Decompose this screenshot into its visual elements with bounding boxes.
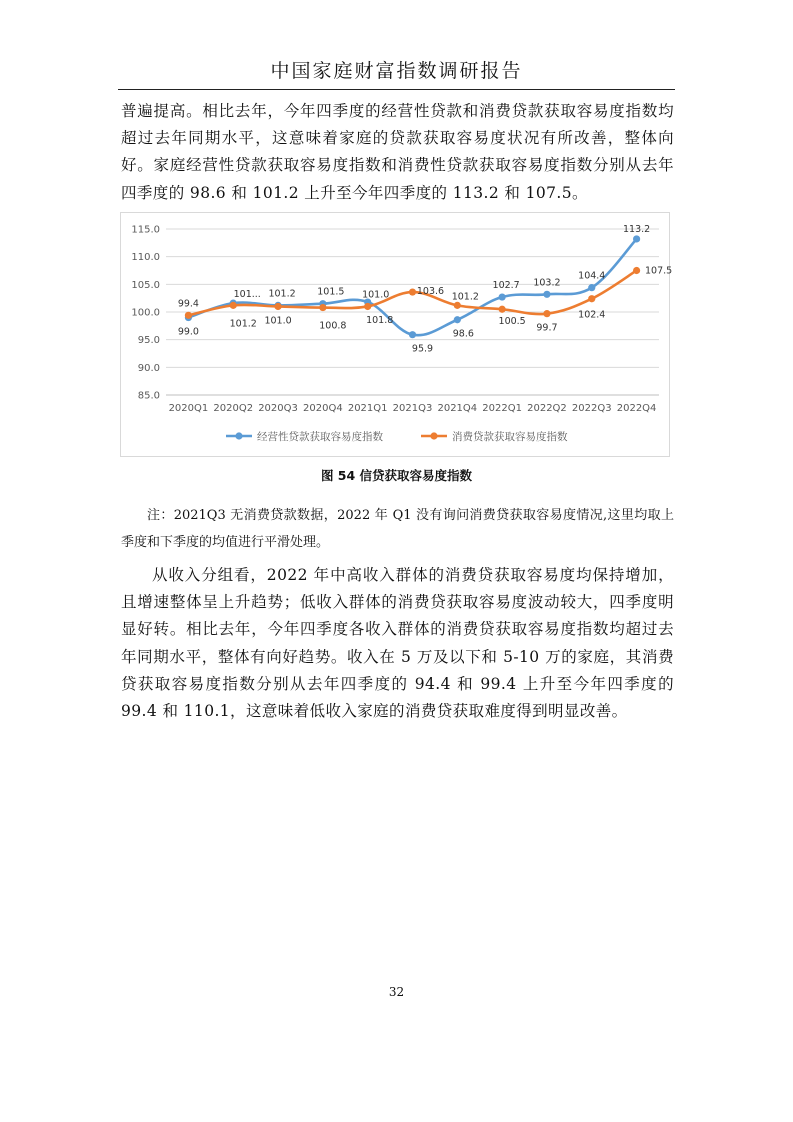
data-label-series-2: 101.2 xyxy=(451,291,479,303)
x-tick-label: 2022Q1 xyxy=(482,403,522,414)
data-label-series-2: 101.2 xyxy=(229,318,257,330)
data-point-series-2 xyxy=(364,303,371,310)
data-label-series-1: 101... xyxy=(233,289,261,301)
body-paragraph-1: 普遍提高。相比去年，今年四季度的经营性贷款和消费贷款获取容易度指数均超过去年同期水平，这意味着家庭的贷款获取容易度状况有所改善，整体向好。家庭经营性贷款获取容易度指数和消费性贷款获取容易度指数分别从去年四季度的 98.6 和 101.2 上升至今年四季度的 113.2 和 107.5。 xyxy=(121,102,674,202)
x-tick-label: 2021Q3 xyxy=(392,403,433,414)
data-label-series-1: 101.2 xyxy=(268,288,296,300)
y-tick-label: 90.0 xyxy=(137,362,160,374)
x-tick-label: 2020Q3 xyxy=(258,403,298,414)
x-tick-label: 2022Q4 xyxy=(616,403,657,414)
data-point-series-2 xyxy=(499,306,506,313)
y-tick-label: 115.0 xyxy=(131,224,160,236)
data-label-series-1: 98.6 xyxy=(452,328,474,340)
data-point-series-1 xyxy=(633,235,640,242)
data-point-series-2 xyxy=(319,304,326,311)
x-tick-label: 2022Q2 xyxy=(527,403,567,414)
data-label-series-2: 99.7 xyxy=(536,322,558,334)
page-number: 32 xyxy=(388,985,405,999)
data-point-series-2 xyxy=(409,288,416,295)
data-label-series-2: 103.6 xyxy=(416,286,445,298)
figure-caption: 图 54 信贷获取容易度指数 xyxy=(320,468,473,483)
legend-label-1: 经营性贷款获取容易度指数 xyxy=(257,431,383,443)
data-point-series-1 xyxy=(588,284,595,291)
data-label-series-1: 102.7 xyxy=(492,280,520,292)
data-label-series-2: 100.8 xyxy=(319,320,347,332)
data-point-series-2 xyxy=(185,312,192,319)
data-label-series-1: 101.8 xyxy=(366,315,394,327)
data-label-series-1: 101.5 xyxy=(317,286,345,298)
credit-ease-chart xyxy=(120,212,673,457)
x-tick-label: 2022Q3 xyxy=(571,403,612,414)
running-header-title: 中国家庭财富指数调研报告 xyxy=(270,60,523,82)
body-paragraph-2: 从收入分组看，2022 年中高收入群体的消费贷获取容易度均保持增加，且增速整体呈上升趋势；低收入群体的消费贷获取容易度波动较大，四季度明显好转。相比去年，今年四季度各收入群体的消费贷获取容易度指数均超过去年同期水平，整体有向好趋势。收入在 5 万及以下和 5-10 万的家庭，其消费贷获取容易度指数分别从去年四季度的 94.4 和 99.4 上升至今年四季度的 99.4 和 110.1，这意味着低收入家庭的消费贷获取难度得到明显改善。 xyxy=(121,566,674,721)
data-label-series-2: 100.5 xyxy=(498,316,526,328)
data-label-series-1: 104.4 xyxy=(578,270,606,282)
legend-marker-2 xyxy=(430,432,437,439)
x-tick-label: 2021Q4 xyxy=(437,403,478,414)
x-tick-label: 2021Q1 xyxy=(347,403,388,414)
data-label-series-1: 99.0 xyxy=(177,326,199,338)
data-point-series-2 xyxy=(454,302,461,309)
data-point-series-1 xyxy=(409,331,416,338)
data-point-series-2 xyxy=(633,267,640,274)
data-point-series-2 xyxy=(274,303,281,310)
data-point-series-2 xyxy=(230,302,237,309)
y-tick-label: 85.0 xyxy=(137,390,160,402)
data-point-series-1 xyxy=(543,291,550,298)
x-tick-label: 2020Q4 xyxy=(303,403,343,414)
y-tick-label: 100.0 xyxy=(131,307,160,319)
data-label-series-2: 107.5 xyxy=(644,265,673,277)
y-tick-label: 110.0 xyxy=(131,252,160,264)
header-rule xyxy=(118,89,675,90)
data-point-series-1 xyxy=(499,293,506,300)
data-label-series-2: 102.4 xyxy=(578,309,606,321)
y-tick-label: 95.0 xyxy=(137,335,160,347)
figure-note: 注：2021Q3 无消费贷款数据，2022 年 Q1 没有询问消费贷获取容易度情况,这里均取上季度和下季度的均值进行平滑处理。 xyxy=(121,508,674,550)
data-point-series-2 xyxy=(588,295,595,302)
data-label-series-2: 101.0 xyxy=(264,315,292,327)
legend-label-2: 消费贷款获取容易度指数 xyxy=(452,431,568,443)
data-point-series-1 xyxy=(454,316,461,323)
data-point-series-2 xyxy=(543,310,550,317)
line-chart-svg xyxy=(121,213,673,456)
x-tick-label: 2020Q2 xyxy=(213,403,254,414)
y-tick-label: 105.0 xyxy=(131,279,160,291)
data-label-series-2: 101.0 xyxy=(362,289,390,301)
legend-marker-1 xyxy=(235,432,242,439)
data-label-series-1: 113.2 xyxy=(622,223,651,235)
x-tick-label: 2020Q1 xyxy=(168,403,209,414)
data-label-series-2: 99.4 xyxy=(177,298,199,310)
data-label-series-1: 103.2 xyxy=(533,277,561,289)
data-label-series-1: 95.9 xyxy=(411,343,434,355)
